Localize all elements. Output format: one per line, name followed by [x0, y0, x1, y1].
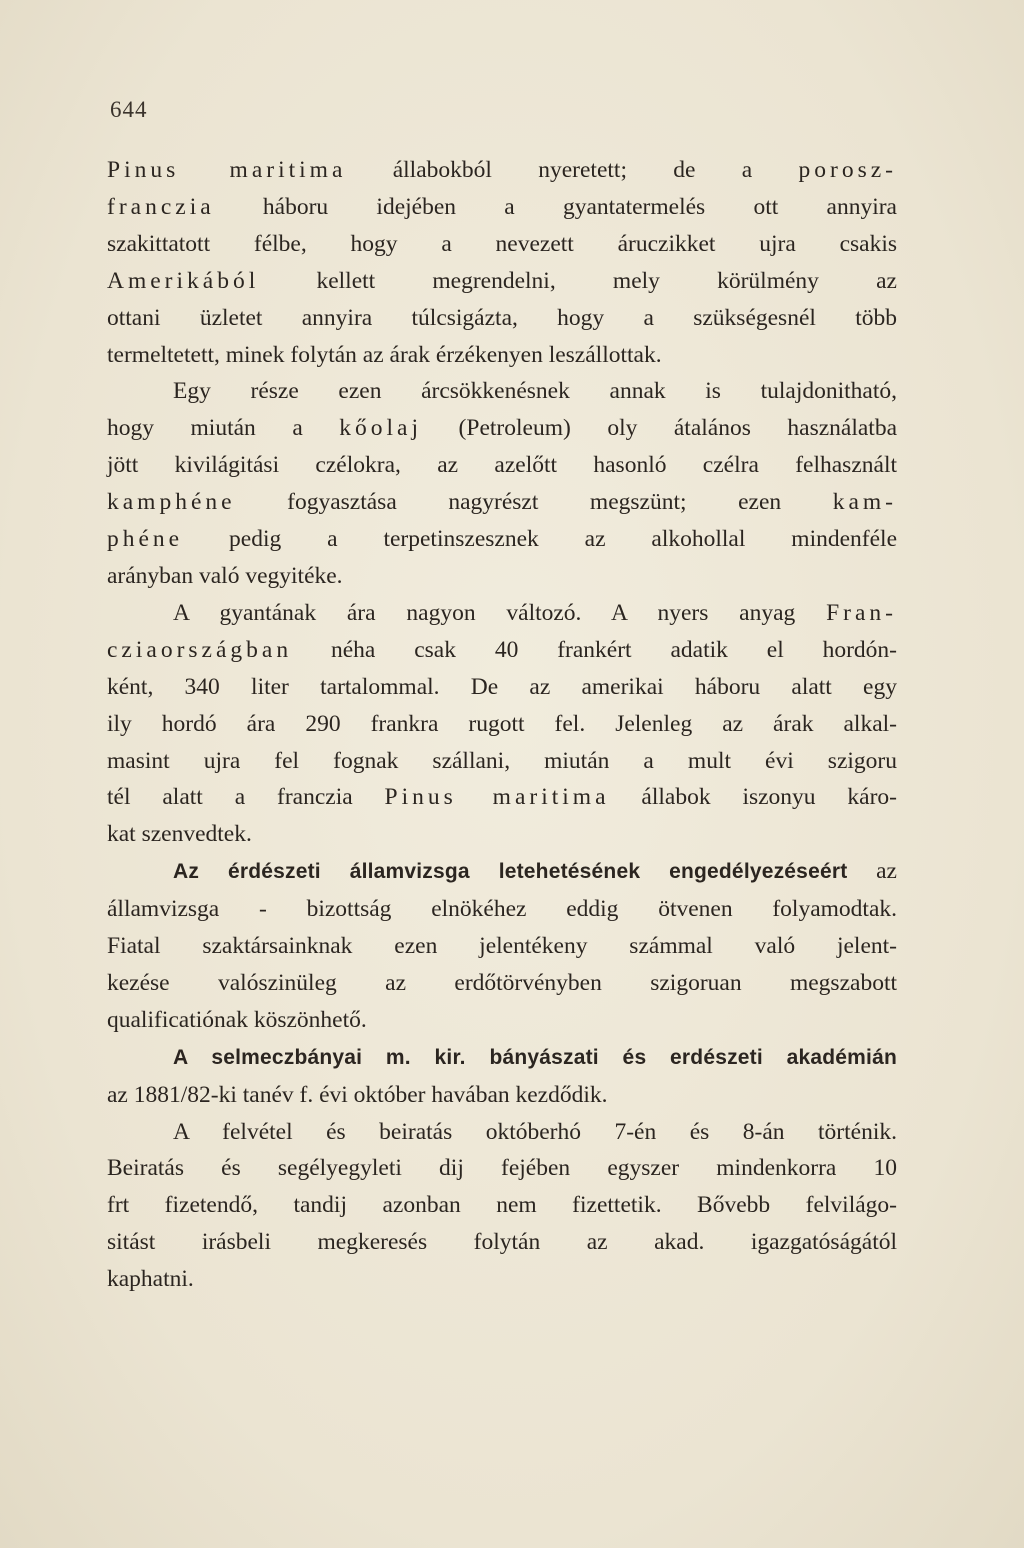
text-line: [107, 928, 897, 965]
text-line: [107, 1002, 897, 1039]
text-line: [107, 1224, 897, 1261]
text-run: fogyasztása nagyrészt megszünt; ezen: [235, 489, 833, 516]
text-run: háboru idejében a gyantatermelés ott annyira: [214, 193, 897, 220]
text-line: [107, 1150, 897, 1187]
text-line: [107, 337, 897, 374]
text-run: állabokból nyeretett; de a: [346, 157, 799, 183]
text-run: Egy része ezen árcsökkenésnek annak is tulajdonitható,: [173, 378, 897, 405]
bold-heading-run: Az érdészeti államvizsga letehetésének engedélyezéseért: [173, 860, 848, 884]
text-run: qualificatiónak köszönhető.: [107, 1006, 367, 1033]
text-run: pedig a terpetinszesznek az alkohollal mindenféle: [183, 526, 897, 553]
text-run: kellett megrendelni, mely körülmény az: [259, 267, 897, 294]
text-line: [107, 891, 897, 928]
text-run: kezése valószinüleg az erdőtörvényben szigoruan megszabott: [107, 969, 897, 996]
emphasis-run: franczia: [107, 193, 215, 220]
text-line: [107, 1114, 897, 1151]
text-line: [107, 373, 897, 410]
paragraph: [107, 595, 897, 853]
text-line: [107, 1187, 897, 1224]
text-run: Fiatal szaktársainknak ezen jelentékeny számmal való jelent-: [107, 933, 897, 960]
emphasis-run: kam-: [832, 489, 897, 516]
text-line: [107, 189, 897, 226]
text-run: arányban való vegyitéke.: [107, 562, 343, 589]
paragraph: [107, 373, 897, 594]
text-line: [107, 743, 897, 780]
text-line: [107, 410, 897, 447]
text-run: kat szenvedtek.: [107, 821, 252, 848]
emphasis-run: Pinus maritima: [384, 784, 610, 811]
text-run: az 1881/82-ki tanév f. évi október havában kezdődik.: [107, 1081, 608, 1108]
text-run: szakittatott félbe, hogy a nevezett áruczikket ujra csakis: [107, 230, 897, 257]
text-line: [107, 1261, 897, 1298]
text-line: [107, 706, 897, 743]
paragraph: [107, 853, 897, 1039]
text-run: jött kivilágitási czélokra, az azelőtt hasonló czélra felhasznált: [107, 452, 897, 479]
paragraph: [107, 1039, 897, 1114]
text-run: frt fizetendő, tandij azonban nem fizettetik. Bővebb felvilágo-: [107, 1192, 897, 1219]
page-number: 644: [110, 97, 148, 122]
text-run: hogy miután a: [107, 415, 340, 442]
text-run: állabok iszonyu káro-: [609, 784, 898, 811]
text-line: [107, 484, 897, 521]
text-line: [107, 447, 897, 484]
text-run: néha csak 40 frankért adatik el hordón-: [292, 636, 897, 663]
text-run: A gyantának ára nagyon változó. A nyers anyag: [173, 599, 827, 626]
text-run: az: [847, 858, 897, 885]
text-line: [107, 521, 897, 558]
text-line: [107, 779, 897, 816]
text-line: [107, 1039, 897, 1077]
text-run: sitást irásbeli megkeresés folytán az akad. igazgatóságától: [107, 1229, 897, 1256]
emphasis-run: kőolaj: [339, 415, 423, 442]
text-line: [107, 816, 897, 853]
emphasis-run: Fran-: [826, 599, 897, 626]
text-run: (Petroleum) oly átalános használatba: [422, 415, 898, 442]
body-text: [107, 152, 897, 1298]
text-run: államvizsga - bizottság elnökéhez eddig ötvenen folyamodtak.: [107, 896, 897, 923]
text-run: ottani üzletet annyira túlcsigázta, hogy a szükségesnél több: [107, 304, 897, 331]
text-line: [107, 965, 897, 1002]
text-run: masint ujra fel fognak szállani, miután a mult évi szigoru: [107, 747, 897, 774]
emphasis-run: porosz-: [798, 157, 898, 183]
text-line: [107, 595, 897, 632]
paragraph: [107, 1114, 897, 1299]
text-line: [107, 226, 897, 263]
text-line: [107, 152, 897, 189]
text-run: A felvétel és beiratás októberhó 7-én és 8-án történik.: [173, 1118, 897, 1145]
text-line: [107, 632, 897, 669]
bold-heading-run: A selmeczbányai m. kir. bányászati és erdészeti akadémián: [173, 1045, 897, 1069]
text-run: ként, 340 liter tartalommal. De az amerikai háboru alatt egy: [107, 673, 897, 700]
emphasis-run: Amerikából: [107, 267, 260, 294]
emphasis-run: kamphéne: [107, 489, 236, 516]
emphasis-run: Pinus maritima: [107, 157, 347, 183]
text-run: termeltetett, minek folytán az árak érzékenyen leszállottak.: [107, 341, 662, 368]
emphasis-run: phéne: [107, 526, 184, 553]
text-line: [107, 669, 897, 706]
text-line: [107, 263, 897, 300]
text-run: Beiratás és segélyegyleti dij fejében egyszer mindenkorra 10: [107, 1155, 897, 1182]
paragraph: [107, 152, 897, 373]
text-run: ily hordó ára 290 frankra rugott fel. Jelenleg az árak alkal-: [107, 710, 897, 737]
text-line: [107, 558, 897, 595]
text-run: kaphatni.: [107, 1266, 194, 1293]
text-run: tél alatt a franczia: [107, 784, 385, 811]
emphasis-run: cziaországban: [107, 636, 293, 663]
text-line: [107, 300, 897, 337]
text-line: [107, 1077, 897, 1114]
text-line: [107, 853, 897, 891]
